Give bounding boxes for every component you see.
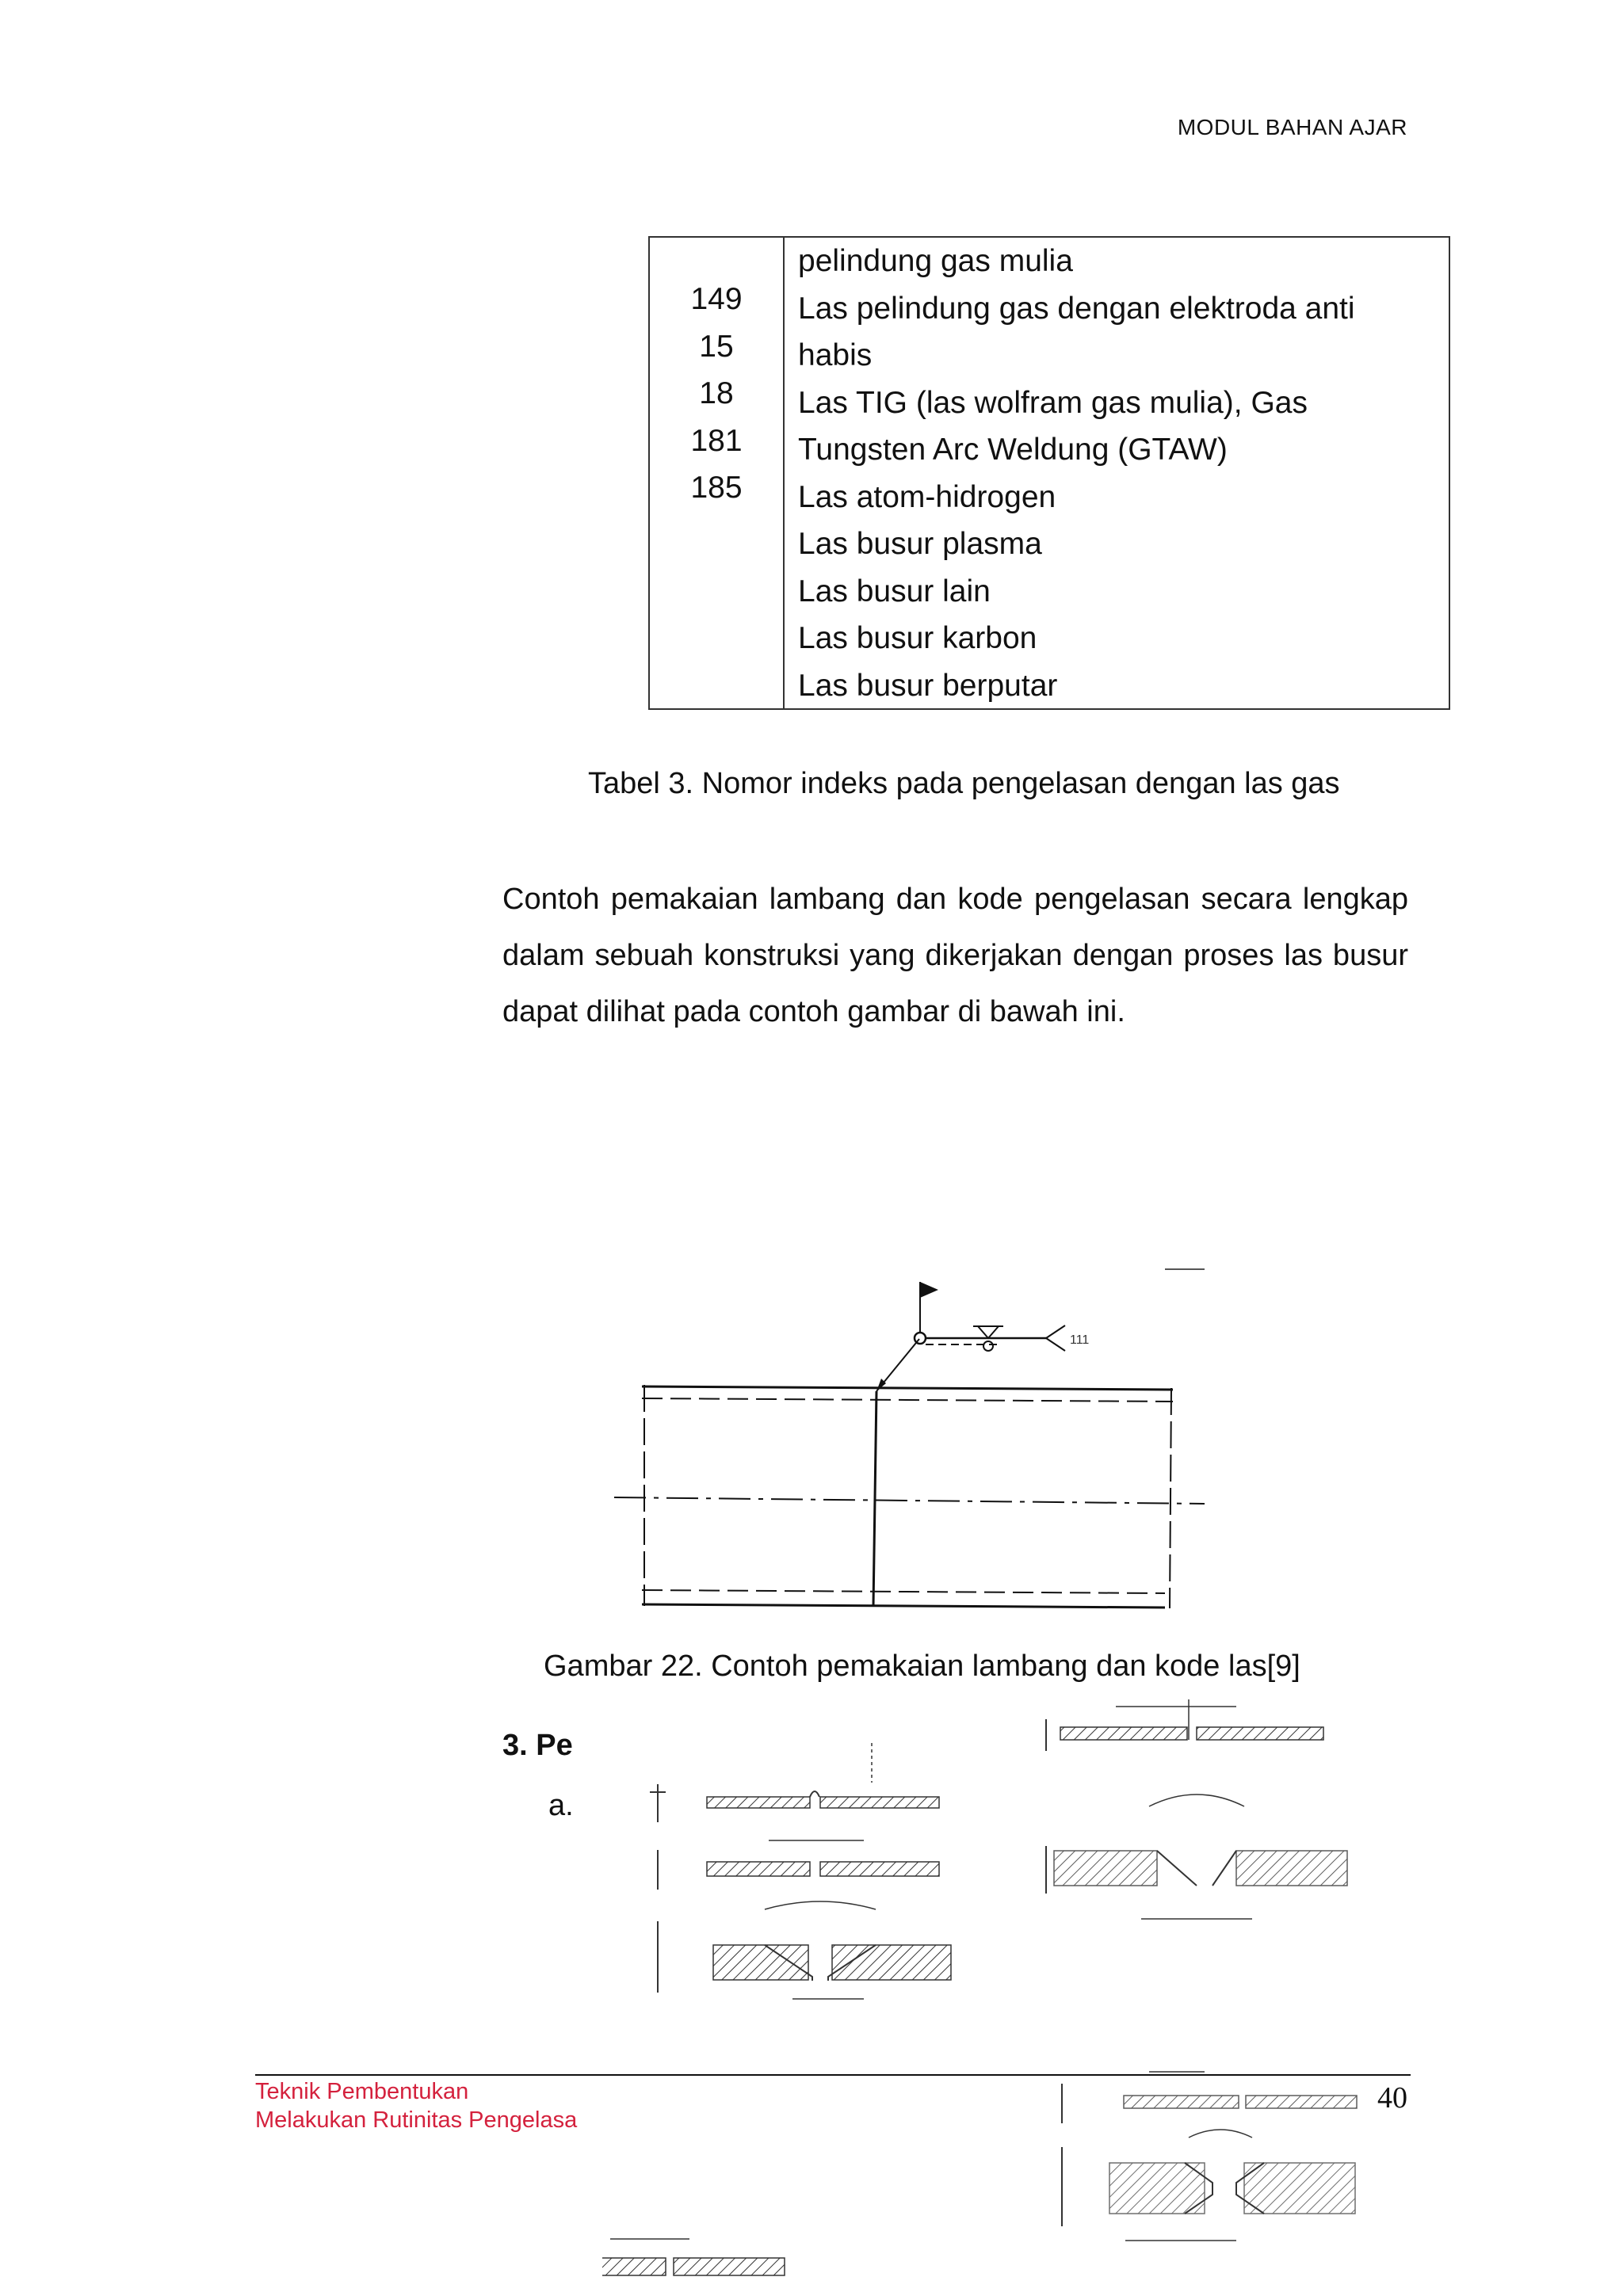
process-description: Las pelindung gas dengan elektroda anti: [798, 291, 1355, 326]
process-description: habis: [798, 338, 873, 372]
subsection-marker: a.: [548, 1789, 574, 1822]
figure-caption: Gambar 22. Contoh pemakaian lambang dan kode las[9]: [544, 1650, 1300, 1683]
index-number: 181: [690, 423, 743, 458]
index-number: 185: [690, 471, 743, 505]
footer-module-title: Melakukan Rutinitas Pengelasa: [255, 2107, 578, 2133]
body-paragraph: Contoh pemakaian lambang dan kode pengelasan secara lengkap dalam sebuah konstruksi yang dikerjakan dengan proses las busur dapat dilihat pada contoh gambar di bawah ini.: [502, 883, 1408, 1028]
process-description: Las busur lain: [798, 574, 991, 608]
weld-symbol-figure: [602, 1252, 1220, 1616]
footer-subject: Teknik Pembentukan: [255, 2079, 469, 2104]
page-number: 40: [1377, 2081, 1407, 2115]
index-number: 18: [699, 376, 734, 410]
process-description: pelindung gas mulia: [798, 244, 1073, 278]
footer-rule: [255, 2074, 1411, 2076]
table-caption: Tabel 3. Nomor indeks pada pengelasan dengan las gas: [588, 767, 1340, 800]
index-number: 15: [699, 329, 734, 364]
joint-preparation-overlay-figure: [602, 1695, 1395, 2296]
process-description-column: [785, 238, 1449, 708]
index-number: 149: [690, 282, 743, 316]
running-header: MODUL BAHAN AJAR: [1177, 115, 1407, 139]
process-description: Las TIG (las wolfram gas mulia), Gas: [798, 385, 1308, 420]
index-number-column: [650, 238, 785, 708]
index-table: [648, 236, 1450, 710]
weld-process-label: 111: [1070, 1333, 1090, 1347]
section-heading: 3. Pe: [502, 1729, 573, 1762]
process-description: Las busur plasma: [798, 527, 1042, 561]
process-description: Tungsten Arc Weldung (GTAW): [798, 433, 1228, 467]
process-description: Las busur berputar: [798, 668, 1058, 703]
process-description: Las busur karbon: [798, 621, 1037, 655]
process-description: Las atom-hidrogen: [798, 479, 1056, 514]
